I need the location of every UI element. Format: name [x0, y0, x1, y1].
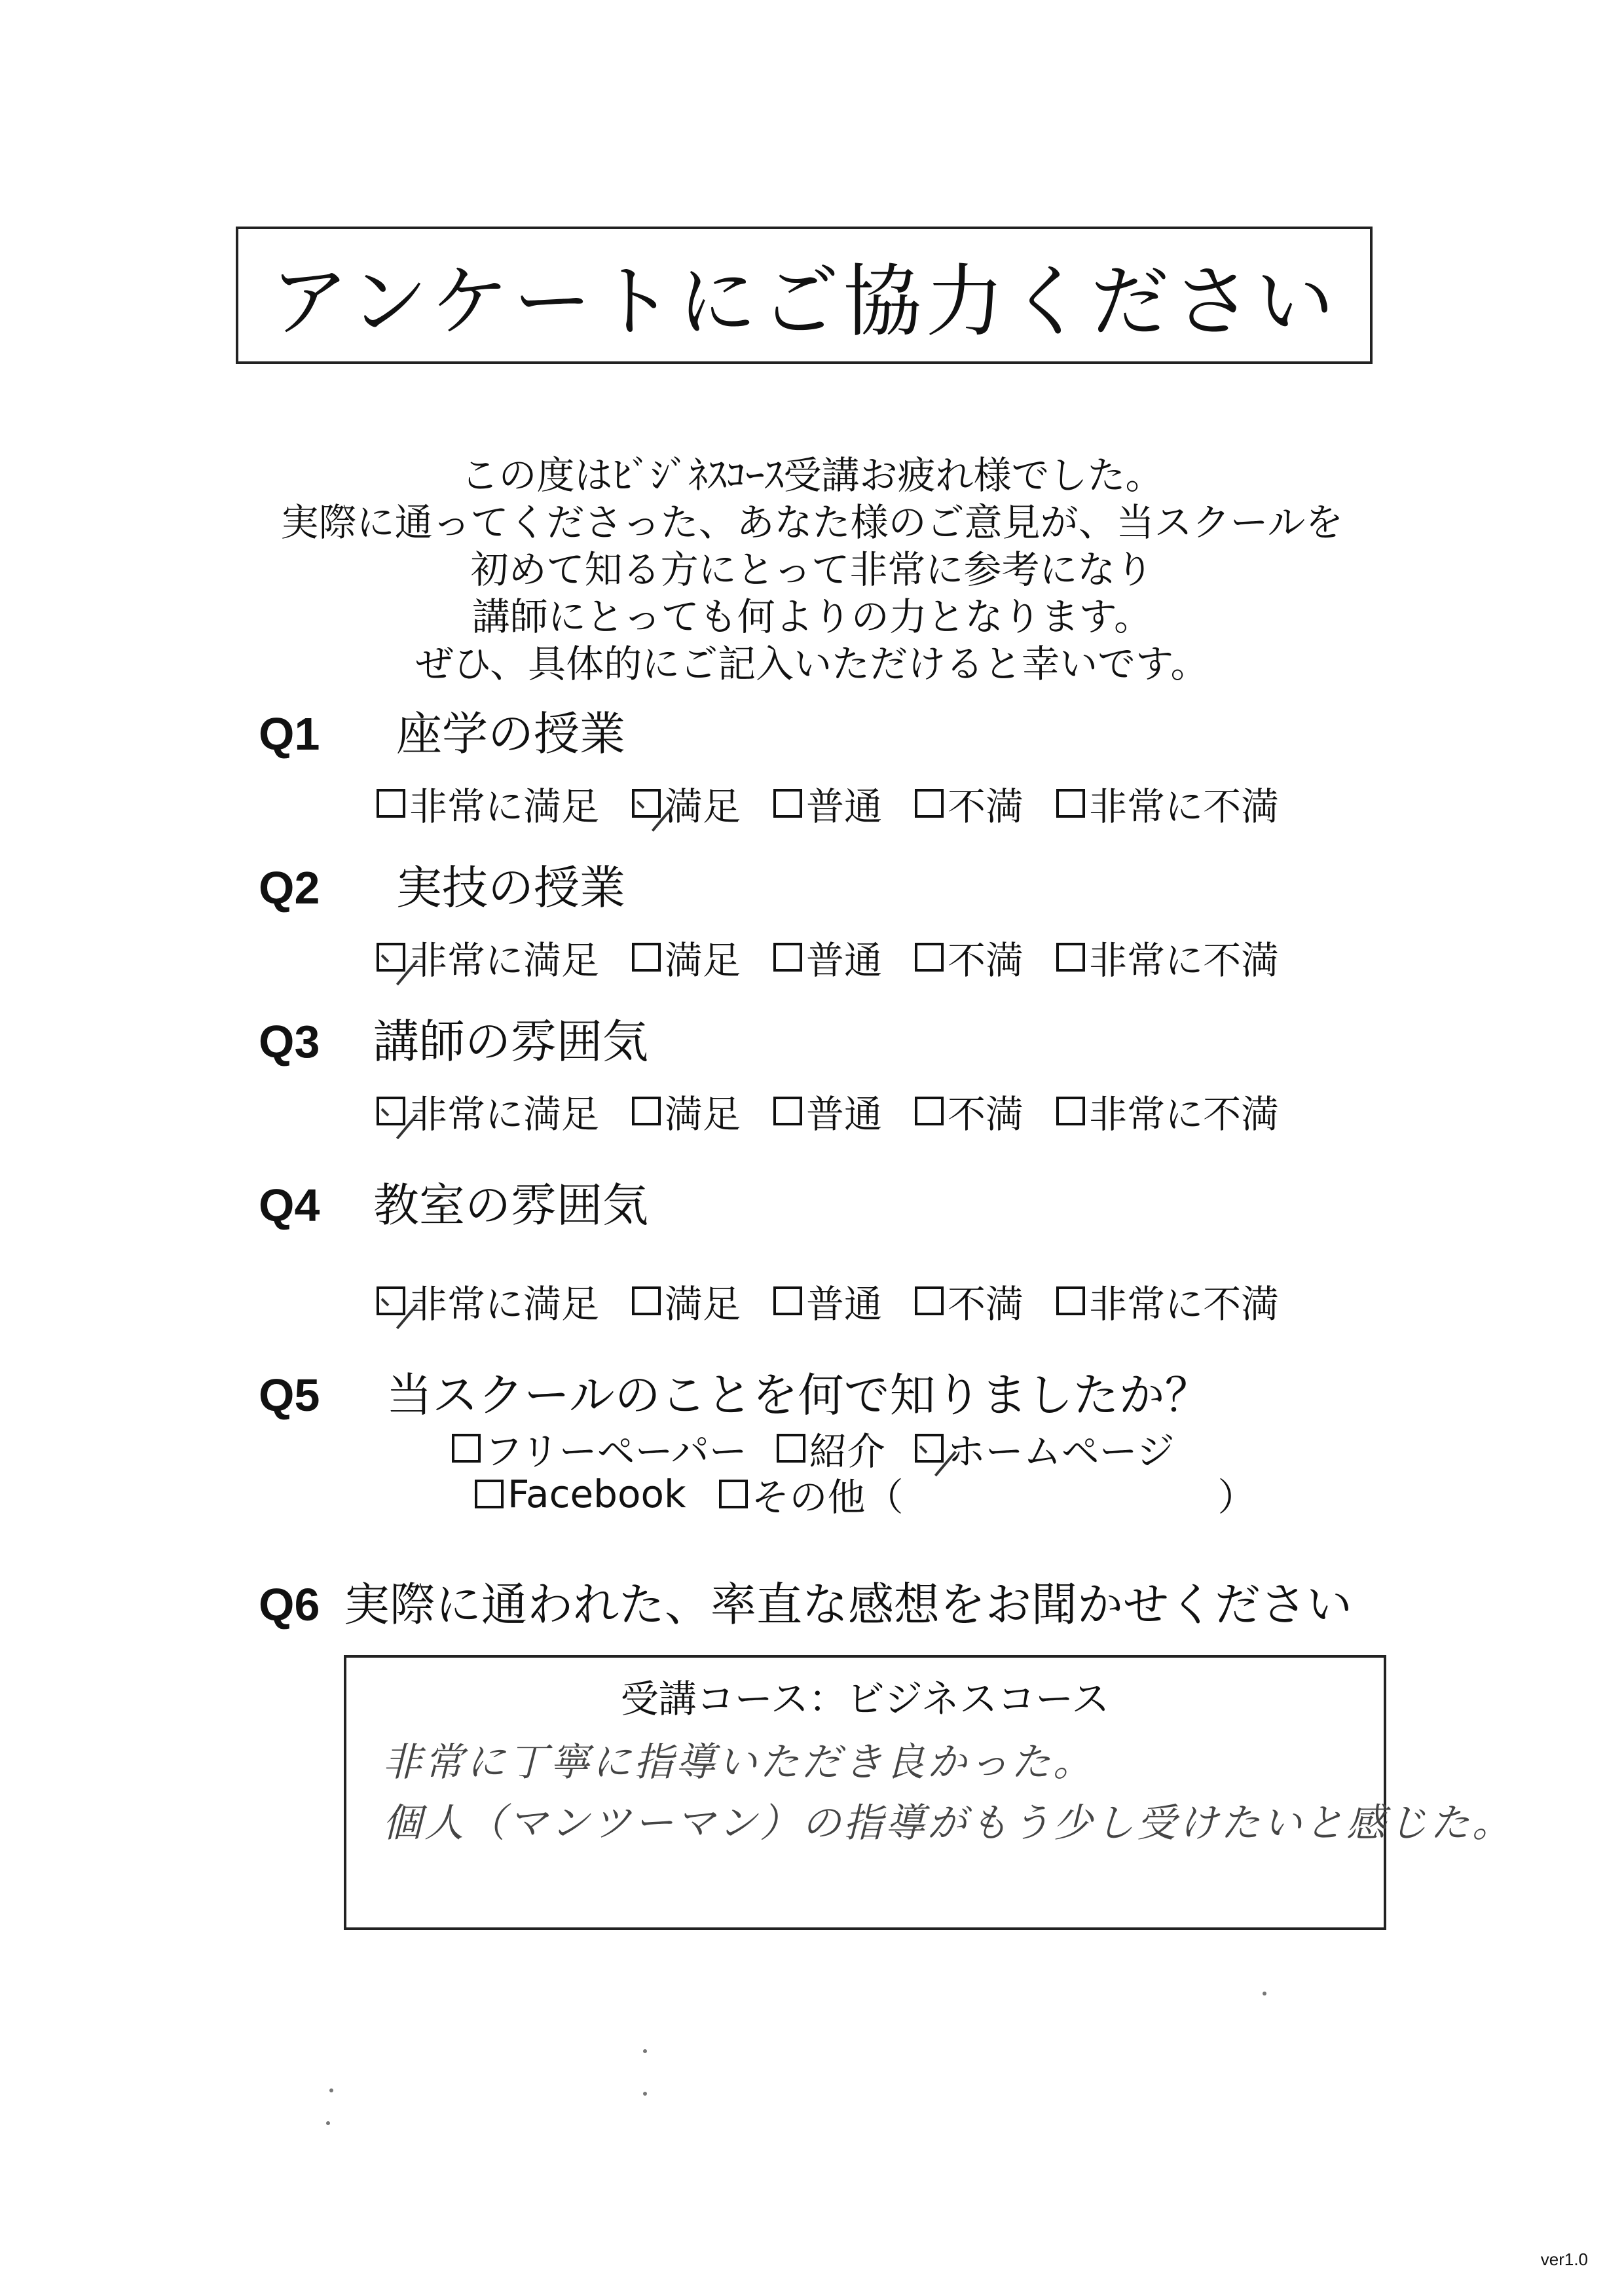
option-label: 満足: [665, 1092, 741, 1137]
option-label: 不満: [948, 784, 1024, 829]
option-label: 普通: [806, 1282, 883, 1326]
question-number: Q2: [259, 862, 320, 913]
scan-speck: [329, 2088, 333, 2092]
question-number: Q1: [259, 708, 320, 759]
option-label: 非常に満足: [409, 1282, 600, 1326]
rating-option[interactable]: [915, 1273, 1024, 1328]
handwritten-comment-line: 非常に丁寧に指導いただき良かった。: [382, 1740, 1095, 1785]
question-text: 当スクールのことを何で知りましたか？: [386, 1368, 1211, 1422]
option-label: 非常に不満: [1089, 784, 1280, 829]
title-box: [236, 227, 1373, 364]
option-label: 非常に不満: [1089, 938, 1280, 983]
option-facebook[interactable]: [475, 1467, 686, 1522]
checkbox-checked[interactable]: [377, 943, 405, 972]
question-q6: [259, 1568, 1352, 1634]
rating-option[interactable]: [632, 930, 741, 985]
other-blank[interactable]: [904, 1467, 1218, 1522]
page-title: アンケートにご協力ください: [270, 257, 1338, 348]
question-text: 教室の雰囲気: [373, 1178, 648, 1232]
checkbox-checked[interactable]: [377, 1286, 405, 1315]
question-text: 実際に通われた、率直な感想をお聞かせください: [344, 1578, 1352, 1631]
scan-speck: [326, 2121, 330, 2125]
handwritten-comment-line: 個人（マンツーマン）の指導がもう少し受けたいと感じた。: [382, 1800, 1514, 1846]
question-q2: [259, 851, 625, 917]
checkbox[interactable]: [915, 1286, 944, 1315]
rating-option[interactable]: [377, 776, 599, 831]
option-label: その他（: [751, 1475, 904, 1520]
rating-option[interactable]: [915, 930, 1024, 985]
checkbox[interactable]: [777, 1434, 805, 1463]
question-q1: [259, 697, 625, 763]
checkbox[interactable]: [475, 1480, 504, 1508]
rating-option[interactable]: [773, 1084, 882, 1139]
intro-line: 初めて知る方にとって非常に参考になり: [470, 547, 1154, 592]
q3-options: [377, 1084, 1279, 1139]
rating-option[interactable]: [773, 1273, 882, 1328]
course-label: 受講コース：ビジネスコース: [620, 1677, 1110, 1721]
checkbox[interactable]: [915, 1097, 944, 1125]
rating-option[interactable]: [377, 1273, 599, 1328]
option-label: 非常に満足: [409, 784, 600, 829]
scan-speck: [643, 2049, 647, 2053]
checkbox[interactable]: [1056, 789, 1085, 818]
scan-speck: [643, 2092, 647, 2096]
question-q3: [259, 1005, 648, 1071]
option-label: Facebook: [507, 1472, 686, 1516]
question-number: Q6: [259, 1579, 320, 1630]
intro-line: 講師にとっても何よりの力となります。: [471, 594, 1153, 639]
rating-option[interactable]: [773, 776, 882, 831]
option-label: ホームページ: [947, 1429, 1175, 1474]
checkbox-checked[interactable]: [377, 1097, 405, 1125]
intro-text: [157, 452, 1467, 687]
option-label: 満足: [665, 1282, 741, 1326]
question-text: 座学の授業: [396, 707, 625, 761]
checkbox[interactable]: [773, 943, 802, 972]
rating-option[interactable]: [915, 776, 1024, 831]
checkbox[interactable]: [773, 789, 802, 818]
option-label: 非常に満足: [409, 938, 600, 983]
rating-option[interactable]: [1056, 930, 1279, 985]
q4-options: [377, 1273, 1279, 1328]
option-label: 普通: [806, 784, 883, 829]
intro-line: ぜひ、具体的にご記入いただけると幸いです。: [415, 642, 1209, 686]
intro-line: この度はﾋﾞｼﾞﾈｽｺｰｽ受講お疲れ様でした。: [460, 453, 1164, 498]
checkbox[interactable]: [915, 943, 944, 972]
option-label: 満足: [665, 938, 741, 983]
option-label: フリーペーパー: [485, 1429, 747, 1474]
question-number: Q3: [259, 1016, 320, 1067]
checkbox[interactable]: [377, 789, 405, 818]
option-label: 不満: [948, 1282, 1024, 1326]
version-label: ver1.0: [1540, 2250, 1588, 2269]
question-q5: [259, 1358, 1211, 1425]
option-label: 非常に不満: [1089, 1092, 1280, 1137]
rating-option[interactable]: [632, 1273, 741, 1328]
checkbox[interactable]: [773, 1286, 802, 1315]
q1-options: [377, 776, 1279, 831]
checkbox[interactable]: [719, 1480, 748, 1508]
checkbox[interactable]: [452, 1434, 481, 1463]
question-text: 講師の雰囲気: [373, 1015, 648, 1068]
rating-option[interactable]: [915, 1084, 1024, 1139]
checkbox-checked[interactable]: [915, 1434, 944, 1463]
q5-options-row2: [475, 1467, 1256, 1522]
checkbox[interactable]: [1056, 1286, 1085, 1315]
rating-option[interactable]: [632, 776, 741, 831]
question-number: Q4: [259, 1180, 320, 1231]
checkbox-checked[interactable]: [632, 789, 661, 818]
checkbox[interactable]: [632, 943, 661, 972]
checkbox[interactable]: [1056, 1097, 1085, 1125]
rating-option[interactable]: [1056, 1273, 1279, 1328]
checkbox[interactable]: [773, 1097, 802, 1125]
comment-box[interactable]: [344, 1655, 1514, 1930]
other-close-paren: ）: [1217, 1475, 1256, 1520]
question-number: Q5: [259, 1370, 320, 1421]
option-other[interactable]: [719, 1467, 904, 1522]
rating-option[interactable]: [1056, 776, 1279, 831]
checkbox[interactable]: [1056, 943, 1085, 972]
option-label: 非常に満足: [409, 1092, 600, 1137]
checkbox[interactable]: [632, 1097, 661, 1125]
rating-option[interactable]: [377, 1084, 599, 1139]
option-label: 満足: [665, 784, 741, 829]
scan-speck: [1263, 1992, 1266, 1995]
rating-option[interactable]: [632, 1084, 741, 1139]
intro-line: 実際に通ってくださった、あなた様のご意見が、当スクールを: [280, 500, 1344, 545]
rating-option[interactable]: [1056, 1084, 1279, 1139]
q2-options: [377, 930, 1279, 985]
rating-option[interactable]: [773, 930, 882, 985]
option-label: 不満: [948, 938, 1024, 983]
option-label: 不満: [948, 1092, 1024, 1137]
checkbox[interactable]: [632, 1286, 661, 1315]
question-q4: [259, 1169, 648, 1235]
option-label: 非常に不満: [1089, 1282, 1280, 1326]
option-label: 普通: [806, 1092, 883, 1137]
question-text: 実技の授業: [396, 861, 625, 915]
checkbox[interactable]: [915, 789, 944, 818]
option-label: 普通: [806, 938, 883, 983]
rating-option[interactable]: [377, 930, 599, 985]
option-label: 紹介: [809, 1429, 885, 1474]
